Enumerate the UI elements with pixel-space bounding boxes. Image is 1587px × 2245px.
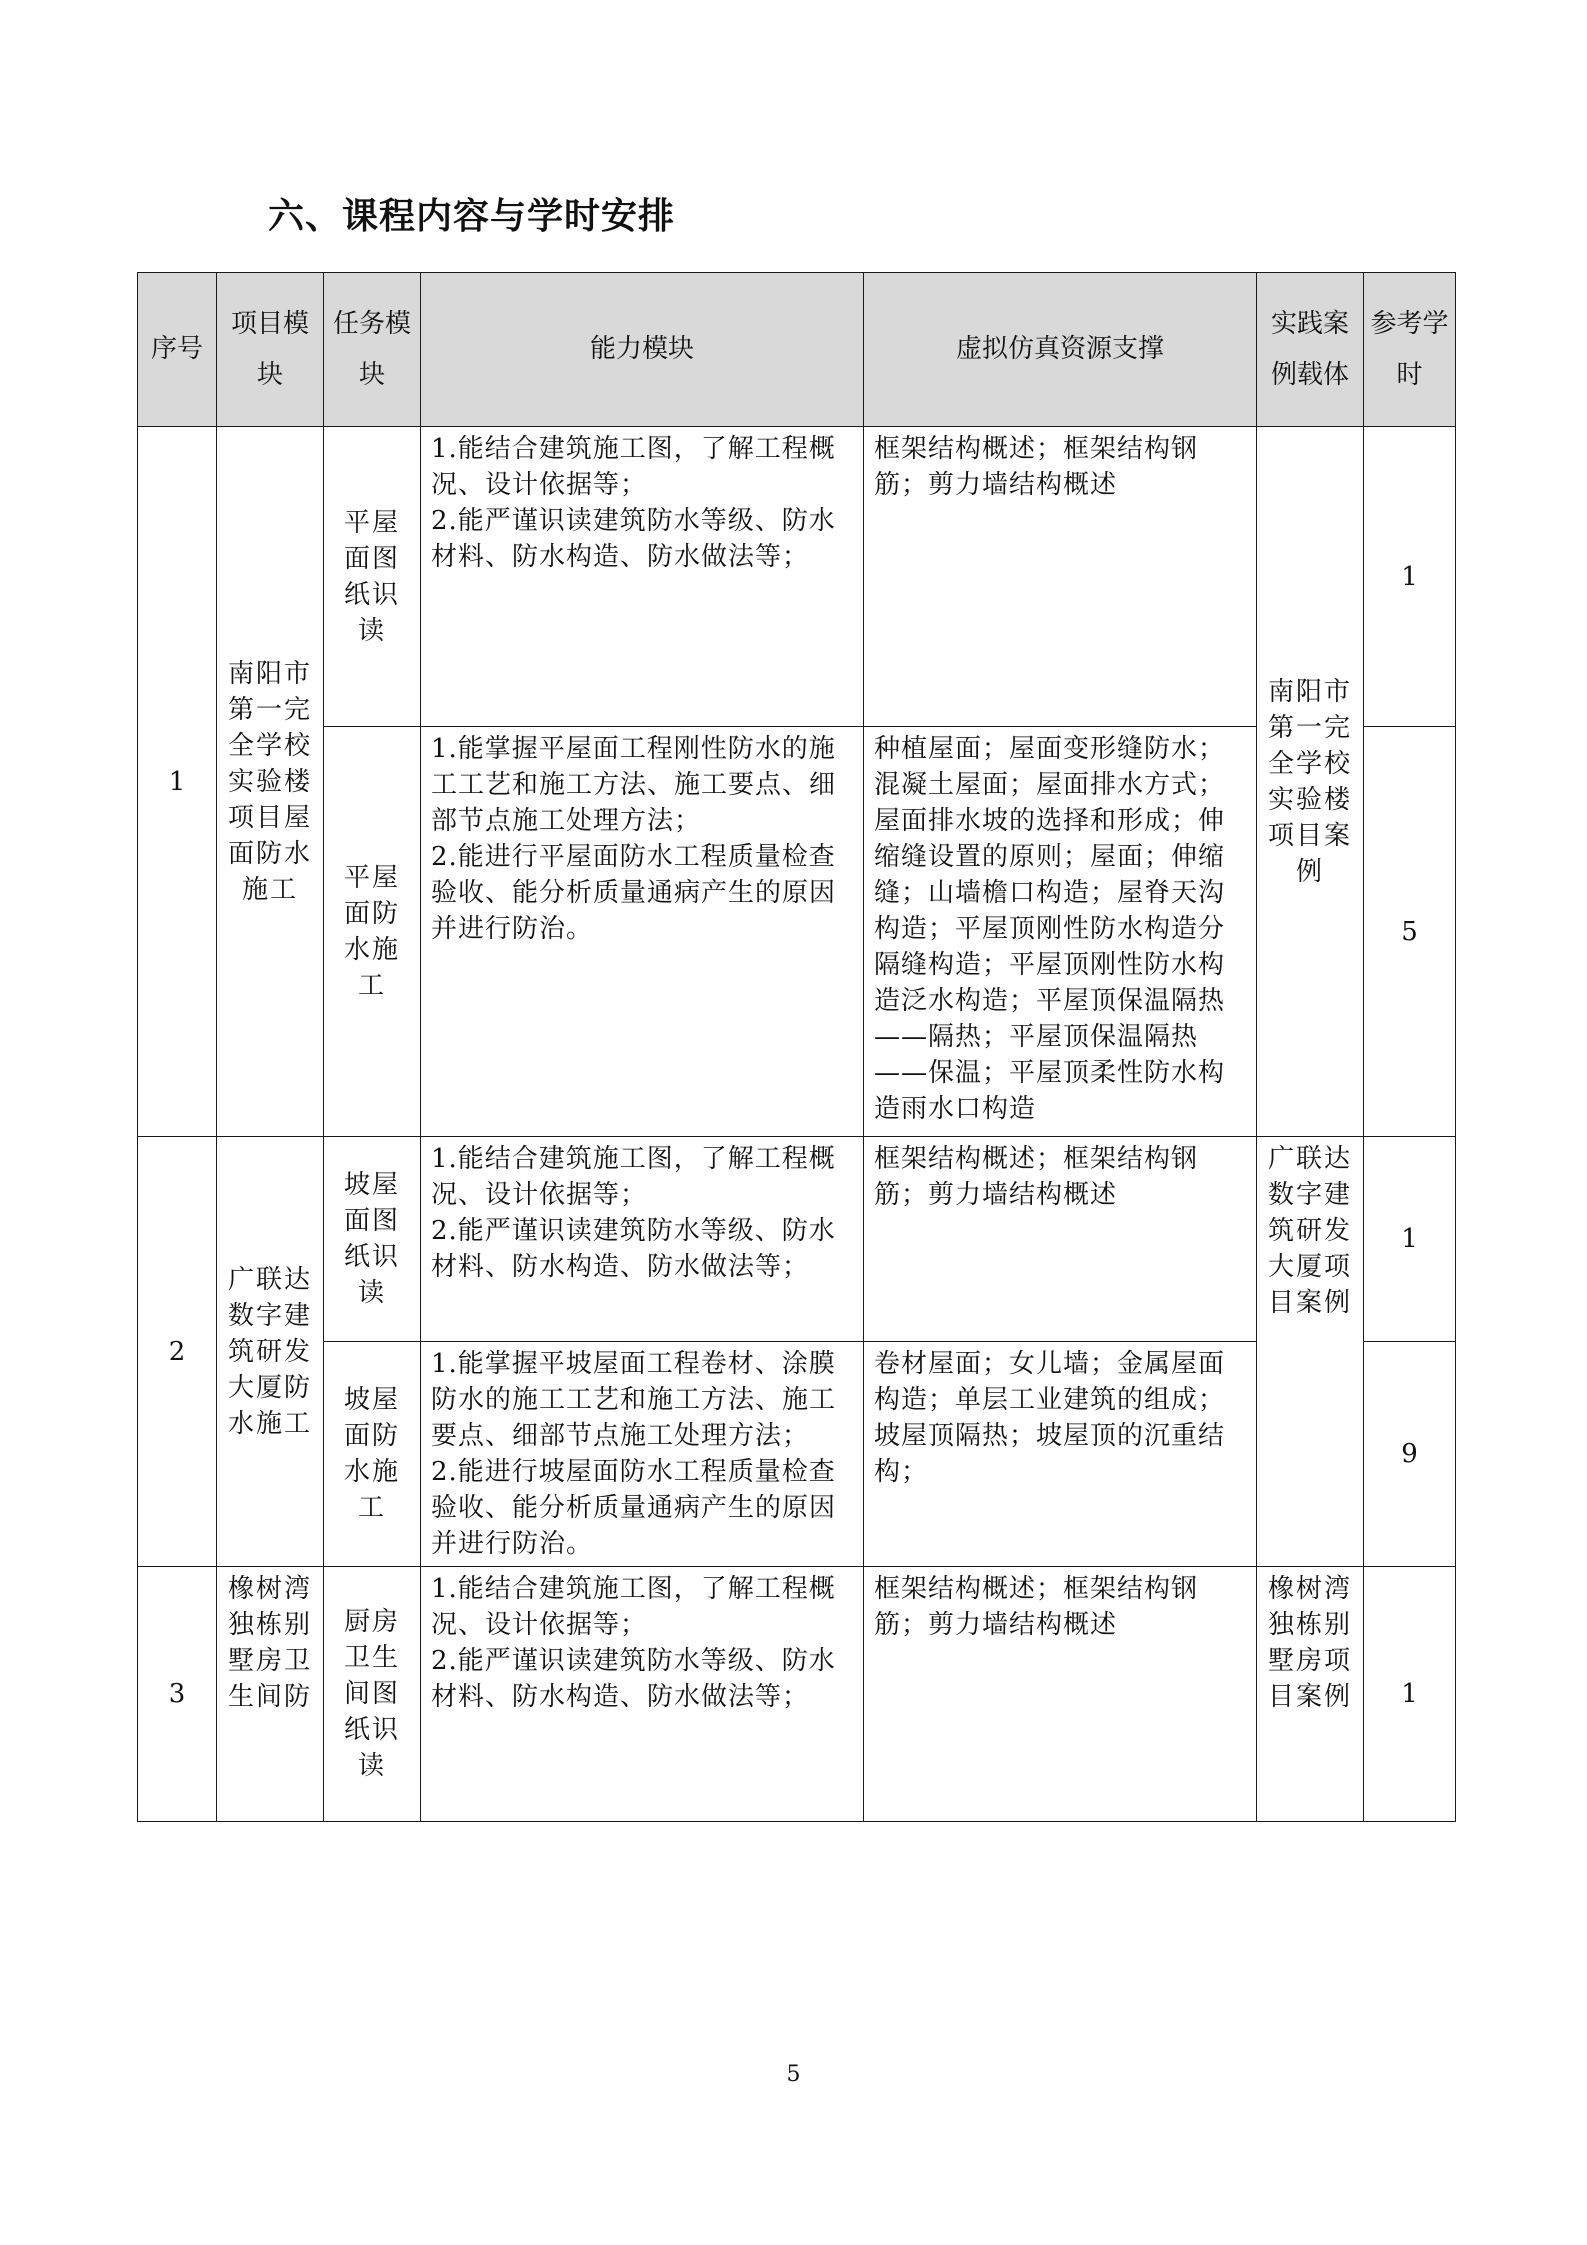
task-name: 厨房卫生间图纸识读 (324, 1567, 421, 1822)
header-case: 实践案例载体 (1257, 273, 1364, 427)
virtual-resource-cell: 框架结构概述；框架结构钢筋；剪力墙结构概述 (864, 1567, 1257, 1822)
table-row (138, 1567, 1456, 1822)
project-index: 3 (138, 1567, 217, 1822)
case-cell: 南阳市第一完全学校实验楼项目案例 (1257, 427, 1364, 1137)
ability-line: 1.能掌握平屋面工程刚性防水的施工工艺和施工方法、施工要点、细部节点施工处理方法； (431, 734, 837, 836)
hours-cell: 1 (1364, 1137, 1456, 1342)
task-name: 平屋面图纸识读 (324, 427, 421, 727)
table-header-row (138, 273, 1456, 427)
course-schedule-table (137, 272, 1456, 1822)
virtual-resource-cell: 种植屋面；屋面变形缝防水；混凝土屋面；屋面排水方式；屋面排水坡的选择和形成；伸缩缝设置的原则；屋面；伸缩缝；山墙檐口构造；屋脊天沟构造；平屋顶刚性防水构造分隔缝构造；平屋顶刚性防水构造泛水构造；平屋顶保温隔热——隔热；平屋顶保温隔热——保温；平屋顶柔性防水构造雨水口构造 (864, 727, 1257, 1137)
virtual-resource-cell: 框架结构概述；框架结构钢筋；剪力墙结构概述 (864, 1137, 1257, 1342)
header-task: 任务模块 (324, 273, 421, 427)
table-row (138, 427, 1456, 727)
ability-line: 2.能严谨识读建筑防水等级、防水材料、防水构造、防水做法等； (431, 506, 836, 572)
ability-line: 1.能结合建筑施工图，了解工程概况、设计依据等； (431, 1144, 836, 1210)
ability-cell (421, 1342, 864, 1567)
section-title: 六、课程内容与学时安排 (268, 196, 676, 237)
header-ability: 能力模块 (421, 273, 864, 427)
project-index: 1 (138, 427, 217, 1137)
case-cell: 广联达数字建筑研发大厦项目案例 (1257, 1137, 1364, 1567)
task-name: 平屋面防水施工 (324, 727, 421, 1137)
ability-cell (421, 1567, 864, 1822)
ability-cell (421, 727, 864, 1137)
ability-line: 2.能进行坡屋面防水工程质量检查验收、能分析质量通病产生的原因并进行防治。 (431, 1457, 837, 1559)
page-number: 5 (786, 2062, 801, 2087)
hours-cell: 5 (1364, 727, 1456, 1137)
ability-line: 1.能结合建筑施工图，了解工程概况、设计依据等； (431, 434, 836, 500)
header-virtual: 虚拟仿真资源支撑 (864, 273, 1257, 427)
header-project: 项目模块 (217, 273, 324, 427)
virtual-resource-cell: 卷材屋面；女儿墙；金属屋面构造；单层工业建筑的组成；坡屋顶隔热；坡屋顶的沉重结构； (864, 1342, 1257, 1567)
project-index: 2 (138, 1137, 217, 1567)
header-hours: 参考学时 (1364, 273, 1456, 427)
ability-cell (421, 1137, 864, 1342)
project-name: 南阳市第一完全学校实验楼项目屋面防水施工 (217, 427, 324, 1137)
hours-cell: 1 (1364, 427, 1456, 727)
ability-cell (421, 427, 864, 727)
hours-cell: 9 (1364, 1342, 1456, 1567)
ability-line: 2.能严谨识读建筑防水等级、防水材料、防水构造、防水做法等； (431, 1216, 836, 1282)
task-name: 坡屋面图纸识读 (324, 1137, 421, 1342)
ability-line: 1.能掌握平坡屋面工程卷材、涂膜防水的施工工艺和施工方法、施工要点、细部节点施工处理方法； (431, 1349, 837, 1451)
case-cell: 橡树湾独栋别墅房项目案例 (1257, 1567, 1364, 1822)
ability-line: 2.能严谨识读建筑防水等级、防水材料、防水构造、防水做法等； (431, 1646, 836, 1712)
virtual-resource-cell: 框架结构概述；框架结构钢筋；剪力墙结构概述 (864, 427, 1257, 727)
table-row (138, 1137, 1456, 1342)
hours-cell: 1 (1364, 1567, 1456, 1822)
project-name: 广联达数字建筑研发大厦防水施工 (217, 1137, 324, 1567)
header-index: 序号 (138, 273, 217, 427)
project-name: 橡树湾独栋别墅房卫生间防 (217, 1567, 324, 1822)
task-name: 坡屋面防水施工 (324, 1342, 421, 1567)
ability-line: 2.能进行平屋面防水工程质量检查验收、能分析质量通病产生的原因并进行防治。 (431, 842, 837, 944)
ability-line: 1.能结合建筑施工图，了解工程概况、设计依据等； (431, 1574, 836, 1640)
